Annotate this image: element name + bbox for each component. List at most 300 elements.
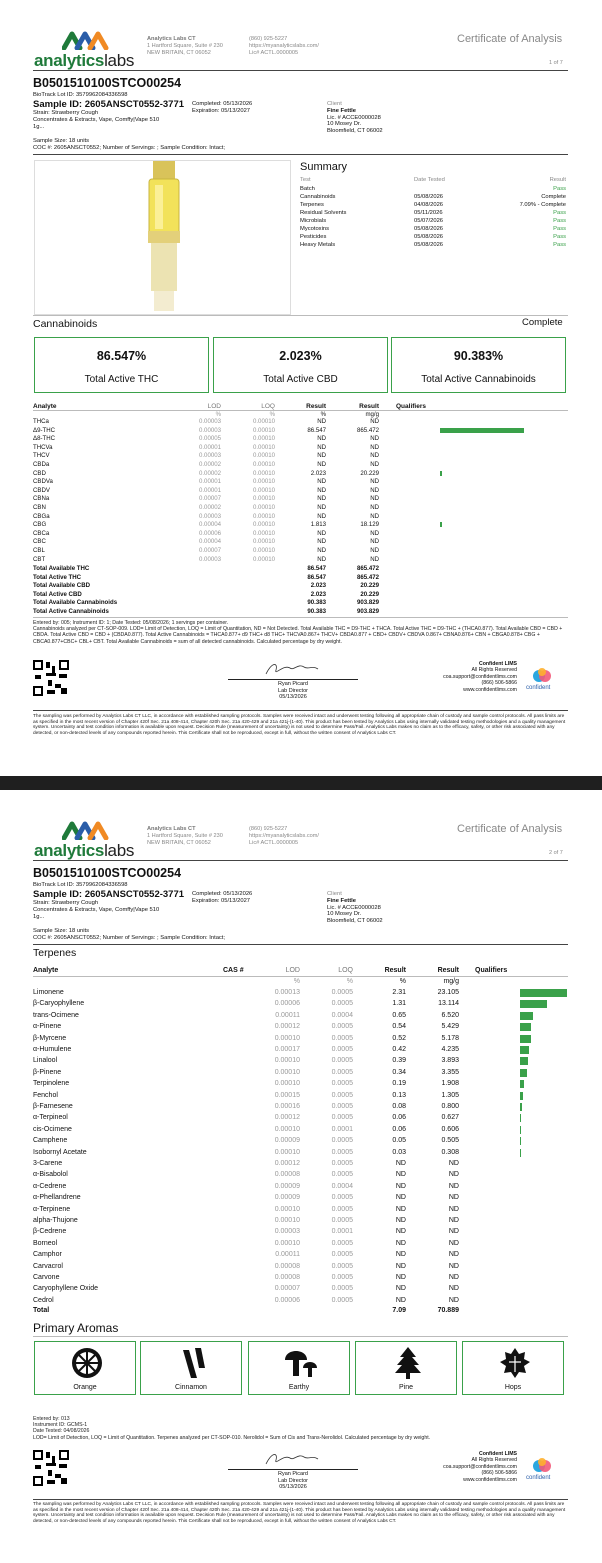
result-percent: 0.13	[392, 1091, 406, 1099]
sample-details: Strain: Strawberry Cough Concentrates & Extracts, Vape, Comffy|Vape 510 1g...	[33, 110, 160, 130]
lod-value: 0.00017	[274, 1046, 300, 1053]
analyte-name: CBT	[33, 555, 46, 563]
lod-value: 0.00013	[274, 989, 300, 996]
table-row	[33, 1227, 568, 1237]
confident-brand: confident	[526, 1475, 551, 1481]
result-mg: ND	[448, 1160, 459, 1167]
table-row	[33, 470, 568, 477]
result-mg: 5.429	[441, 1023, 459, 1031]
batch-id: B0501510100STCO00254	[33, 76, 182, 90]
result-mg: ND	[448, 1274, 459, 1281]
result-percent: 2.023	[310, 469, 326, 477]
table-row	[33, 538, 568, 545]
result-percent: 0.08	[392, 1103, 406, 1110]
lod-value: 0.00009	[274, 1182, 300, 1190]
total-active-thc-box: 86.547% Total Active THC	[34, 337, 209, 393]
result-mg: ND	[370, 495, 379, 503]
analyte-name: CBDV	[33, 486, 50, 494]
result-mg: 20.229	[360, 590, 379, 598]
result-mg: 0.308	[441, 1148, 459, 1156]
divider	[33, 70, 568, 71]
result-percent: 86.547	[307, 565, 326, 572]
summary-date: 05/08/2026	[414, 194, 444, 200]
company-info: Analytics Labs CT 1 Hartford Square, Suite # 230 NEW BRITAIN, CT 06052	[147, 826, 223, 846]
vape-cartridge-image	[35, 161, 292, 316]
lod-value: 0.00006	[198, 529, 221, 537]
table-row	[33, 1068, 568, 1078]
batch-id: B0501510100STCO00254	[33, 866, 182, 880]
summary-test: Residual Solvents	[300, 210, 347, 216]
orange-icon	[69, 1346, 105, 1380]
summary-date: 04/08/2026	[414, 202, 444, 208]
lod-value: 0.00003	[198, 418, 221, 425]
result-percent: ND	[317, 538, 326, 546]
page-number: 1 of 7	[549, 60, 563, 66]
total-row	[33, 608, 568, 615]
result-mg: ND	[370, 461, 379, 468]
result-mg: ND	[370, 486, 379, 494]
result-mg: ND	[448, 1217, 459, 1224]
analyte-name: THCa	[33, 418, 49, 425]
result-percent: ND	[317, 495, 326, 503]
lod-value: 0.00010	[274, 1068, 300, 1076]
table-row	[33, 1102, 568, 1112]
total-name: Total Available Cannabinoids	[33, 599, 118, 607]
result-percent: 0.52	[392, 1034, 406, 1042]
loq-value: 0.00010	[252, 512, 275, 520]
loq-value: 0.0005	[331, 1251, 353, 1259]
aroma-orange: Orange	[34, 1341, 136, 1395]
summary-title: Summary	[300, 161, 348, 173]
summary-header: Test Date Tested Result	[300, 177, 566, 183]
table-row	[33, 513, 568, 520]
analyte-name: CBGa	[33, 512, 50, 520]
lod-value: 0.00009	[274, 1137, 300, 1145]
confident-lims-info: Confident LIMS All Rights Reserved coa.support@confidentlims.com (866) 506-5866 www.confidentlims.com	[443, 1451, 517, 1483]
analyte-name: CBL	[33, 547, 45, 554]
result-percent: 90.383	[307, 608, 326, 615]
qr-code[interactable]	[33, 660, 69, 696]
result-mg: 903.829	[356, 599, 379, 607]
total-name: Total Active THC	[33, 573, 82, 581]
table-row	[33, 1250, 568, 1260]
result-percent: ND	[317, 486, 326, 494]
contact-info: (860) 925-5227 https://myanalyticslabs.com/ Lic# ACTL.0000005	[249, 36, 319, 56]
table-row	[33, 988, 568, 998]
loq-value: 0.0001	[331, 1125, 353, 1133]
sample-dates: Completed: 05/13/2026 Expiration: 05/13/2027	[192, 101, 253, 114]
divider	[33, 154, 568, 155]
analyte-name: alpha-Thujone	[33, 1217, 78, 1224]
table-row	[33, 1239, 568, 1249]
total-active-cannabinoids-box: 90.383% Total Active Cannabinoids	[391, 337, 566, 393]
table-row	[33, 1216, 568, 1226]
loq-value: 0.00010	[252, 469, 275, 477]
result-mg: 18.129	[360, 521, 379, 529]
analyte-name: Caryophyllene Oxide	[33, 1285, 98, 1293]
pine-icon	[390, 1346, 426, 1380]
analyte-name: Terpinolene	[33, 1080, 70, 1088]
lod-value: 0.00008	[274, 1262, 300, 1270]
result-percent: 0.06	[392, 1125, 406, 1133]
analyte-name: β-Myrcene	[33, 1034, 67, 1042]
coa-page-2	[0, 790, 602, 1563]
result-percent: ND	[317, 547, 326, 554]
lod-value: 0.00010	[274, 1217, 300, 1224]
result-mg: 0.627	[441, 1114, 459, 1122]
result-mg: ND	[448, 1239, 459, 1247]
analyte-name: Carvone	[33, 1274, 60, 1281]
result-mg: ND	[370, 529, 379, 537]
cannabinoid-units: % % % mg/g	[215, 411, 379, 418]
result-mg: 3.355	[441, 1068, 459, 1076]
loq-value: 0.0005	[331, 1217, 353, 1224]
loq-value: 0.0005	[331, 1023, 353, 1031]
doc-title: Certificate of Analysis	[457, 33, 563, 45]
result-percent: 0.19	[392, 1080, 406, 1088]
result-percent: ND	[317, 452, 326, 460]
loq-value: 0.0005	[331, 1171, 353, 1179]
result-mg: 23.105	[437, 989, 459, 996]
sample-size: Sample Size: 18 units	[33, 138, 90, 144]
lod-value: 0.00003	[198, 452, 221, 460]
mushroom-icon	[283, 1346, 319, 1380]
result-bar	[520, 1126, 521, 1134]
result-percent: 2.023	[310, 582, 326, 590]
result-mg: 6.520	[441, 1011, 459, 1019]
biotrack-id: BioTrack Lot ID: 3579962084336598	[33, 92, 128, 98]
result-mg: 0.800	[441, 1103, 459, 1110]
disclaimer: The sampling was performed by Analytics Labs CT LLC, in accordance with established sampling protocols. Samples were received intact and underwent testing following all appropriate chain of custody and sample control protocols. All pass limits are as specified in the most recent version of Chapter 420f Sec. 21a 408-414, Chapter 420h Sec. 21a 420-429 and 21a 421j-(1-40). This product has been tested by Analytics Labs using internally validated testing methodologies and a quality management system. Uncertainty and test condition information is available upon request. Decision Rule (measurement of uncertainty) is not used to determine Pass/Fail. Analytics Labs makes no claim as to the efficacy, safety, or other risk associated with any detected, or non-detected levels of any compounds reported herein. This Certificate shall not be reproduced, except in full, without the written consent of Analytics Labs CT.	[33, 1502, 566, 1524]
table-row	[33, 478, 568, 485]
analyte-name: α-Pinene	[33, 1023, 62, 1031]
lod-value: 0.00005	[198, 435, 221, 443]
analyte-name: cis-Ocimene	[33, 1125, 72, 1133]
loq-value: 0.0001	[331, 1228, 353, 1236]
loq-value: 0.00010	[252, 504, 275, 511]
result-bar	[520, 1057, 528, 1065]
analyte-name: CBC	[33, 538, 46, 546]
result-percent: 0.42	[392, 1046, 406, 1053]
table-row	[33, 495, 568, 502]
summary-result: Pass	[553, 210, 566, 216]
table-row	[33, 1113, 568, 1123]
result-bar	[520, 1012, 533, 1020]
loq-value: 0.0005	[331, 1057, 353, 1065]
terpene-table-header: Analyte CAS # LOD LOQ Result Result Qualifiers	[33, 967, 508, 974]
result-mg: ND	[370, 555, 379, 563]
divider	[33, 860, 568, 861]
confident-brand: confident	[526, 685, 551, 691]
terpene-total-row: Total 7.09 70.889	[33, 1307, 459, 1314]
loq-value: 0.0005	[331, 1000, 353, 1008]
summary-test: Mycotoxins	[300, 226, 329, 232]
loq-value: 0.0005	[331, 1274, 353, 1281]
analyte-name: CBNa	[33, 495, 50, 503]
loq-value: 0.0005	[331, 1194, 353, 1202]
total-active-cbd-box: 2.023% Total Active CBD	[213, 337, 388, 393]
result-percent: ND	[395, 1262, 406, 1270]
analyte-name: α-Bisabolol	[33, 1171, 68, 1179]
cannabinoids-title: Cannabinoids	[33, 318, 98, 330]
table-row	[33, 1011, 568, 1021]
result-bar	[520, 1137, 521, 1145]
table-row	[33, 1193, 568, 1203]
divider	[33, 710, 568, 711]
loq-value: 0.0004	[331, 1182, 353, 1190]
loq-value: 0.0005	[331, 1091, 353, 1099]
loq-value: 0.0005	[331, 1296, 353, 1304]
sample-id: Sample ID: 2605ANSCT0552-3771	[33, 99, 185, 110]
summary-date: 05/08/2026	[414, 234, 444, 240]
analyte-name: CBG	[33, 521, 47, 529]
result-mg: ND	[370, 435, 379, 443]
result-mg: ND	[448, 1262, 459, 1270]
total-row	[33, 591, 568, 598]
analyte-name: β-Caryophyllene	[33, 1000, 85, 1008]
result-mg: 1.305	[441, 1091, 459, 1099]
result-percent: 90.383	[307, 599, 326, 607]
result-percent: ND	[317, 478, 326, 486]
analyte-name: CBDVa	[33, 478, 53, 486]
analyte-name: Camphor	[33, 1251, 62, 1259]
loq-value: 0.00010	[252, 461, 275, 468]
summary-test: Pesticides	[300, 234, 327, 240]
table-row	[33, 1284, 568, 1294]
result-percent: ND	[317, 512, 326, 520]
confident-lims-info: Confident LIMS All Rights Reserved coa.support@confidentlims.com (866) 506-5866 www.confidentlims.com	[443, 661, 517, 693]
hops-icon	[497, 1346, 533, 1380]
loq-value: 0.0005	[331, 1103, 353, 1110]
loq-value: 0.00010	[252, 555, 275, 563]
result-percent: ND	[317, 418, 326, 425]
logo-text: analyticslabs	[34, 841, 135, 860]
lod-value: 0.00007	[198, 547, 221, 554]
result-percent: ND	[395, 1194, 406, 1202]
total-name: Total Available THC	[33, 565, 90, 572]
lod-value: 0.00006	[274, 1296, 300, 1304]
result-mg: 4.235	[441, 1046, 459, 1053]
table-row	[33, 1159, 568, 1169]
loq-value: 0.00010	[252, 547, 275, 554]
summary-result: 7.09% - Complete	[519, 202, 566, 208]
result-percent: ND	[317, 435, 326, 443]
result-percent: ND	[395, 1205, 406, 1213]
lod-value: 0.00016	[274, 1103, 300, 1110]
summary-test: Batch	[300, 186, 315, 192]
loq-value: 0.00010	[252, 529, 275, 537]
analyte-name: 3-Carene	[33, 1160, 63, 1167]
result-mg: ND	[448, 1228, 459, 1236]
loq-value: 0.0005	[331, 1262, 353, 1270]
table-row	[33, 487, 568, 494]
result-mg: ND	[370, 418, 379, 425]
summary-row	[300, 234, 566, 241]
result-mg: ND	[370, 478, 379, 486]
result-bar	[520, 1000, 547, 1008]
summary-test: Heavy Metals	[300, 242, 336, 248]
loq-value: 0.00010	[252, 521, 275, 529]
loq-value: 0.0005	[331, 1046, 353, 1053]
result-mg: 1.908	[441, 1080, 459, 1088]
result-mg: ND	[448, 1171, 459, 1179]
lod-value: 0.00004	[198, 521, 221, 529]
result-mg: 865.472	[356, 573, 379, 581]
signature-block: Ryan Picard Lab Director 05/13/2026	[278, 681, 308, 700]
total-row	[33, 565, 568, 572]
lod-value: 0.00008	[274, 1274, 300, 1281]
page-number: 2 of 7	[549, 850, 563, 856]
terpenes-title: Terpenes	[33, 947, 77, 959]
table-row	[33, 999, 568, 1009]
loq-value: 0.00010	[252, 443, 275, 451]
summary-date: 05/07/2026	[414, 218, 444, 224]
cannabinoid-table-header: Analyte LOD LOQ Result Result Qualifiers	[33, 403, 426, 410]
table-row	[33, 1056, 568, 1066]
result-percent: 0.54	[392, 1023, 406, 1031]
analyte-name: THCVa	[33, 443, 53, 451]
result-bar	[440, 428, 524, 433]
analyte-name: Fenchol	[33, 1091, 58, 1099]
aroma-hops: Hops	[462, 1341, 564, 1395]
lod-value: 0.00002	[198, 461, 221, 468]
loq-value: 0.0004	[331, 1011, 353, 1019]
analyte-name: α-Cedrene	[33, 1182, 67, 1190]
lod-value: 0.00003	[198, 555, 221, 563]
sample-size: Sample Size: 18 units	[33, 928, 90, 934]
qr-code[interactable]	[33, 1450, 69, 1486]
lod-value: 0.00008	[274, 1171, 300, 1179]
lod-value: 0.00010	[274, 1205, 300, 1213]
aroma-earthy: Earthy	[248, 1341, 350, 1395]
analyte-name: Cedrol	[33, 1296, 54, 1304]
summary-row	[300, 194, 566, 201]
loq-value: 0.0005	[331, 1285, 353, 1293]
result-bar	[520, 1035, 531, 1043]
result-percent: 86.547	[307, 426, 326, 434]
total-name: Total Active Cannabinoids	[33, 608, 109, 615]
loq-value: 0.00010	[252, 495, 275, 503]
terpene-units: % % % mg/g	[293, 978, 459, 985]
table-row	[33, 452, 568, 459]
coa-page-1	[0, 0, 602, 776]
result-mg: ND	[448, 1182, 459, 1190]
analyte-name: Δ8-THC	[33, 435, 56, 443]
result-mg: 865.472	[356, 565, 379, 572]
result-mg: 0.505	[441, 1137, 459, 1145]
result-percent: 1.813	[310, 521, 326, 529]
result-mg: ND	[370, 452, 379, 460]
analyte-name: Camphene	[33, 1137, 68, 1145]
loq-value: 0.0005	[331, 1239, 353, 1247]
lod-value: 0.00001	[198, 478, 221, 486]
table-row	[33, 461, 568, 468]
disclaimer: The sampling was performed by Analytics Labs CT LLC, in accordance with established sampling protocols. Samples were received intact and underwent testing following all appropriate chain of custody and sample control protocols. All pass limits are as specified in the most recent version of Chapter 420f Sec. 21a 408-414, Chapter 420h Sec. 21a 420-429 and 21a 421j-(1-40). This product has been tested by Analytics Labs using internally validated testing methodologies and a quality management system. Uncertainty and test condition information is available upon request. Decision Rule (measurement of uncertainty) is not used to determine Pass/Fail. Analytics Labs makes no claim as to the efficacy, safety, or other risk associated with any detected, or non-detected levels of any compounds reported herein. This Certificate shall not be reproduced, except in full, without the written consent of Analytics Labs CT.	[33, 714, 566, 736]
lod-value: 0.00006	[274, 1000, 300, 1008]
analyte-name: Linalool	[33, 1057, 58, 1065]
analyte-name: α-Phellandrene	[33, 1194, 81, 1202]
result-percent: ND	[395, 1228, 406, 1236]
total-row	[33, 574, 568, 581]
summary-row	[300, 210, 566, 217]
terpene-notes: Entered by: 013 Instrument ID: GCMS-1 Date Tested: 04/08/2026 LOD= Limit of Detection, LOQ = Limit of Quantitation. Terpenes analyzed per CT-SOP-010. Nerolidol = Sum of Cis and Trans-Nerolidol. Calculated percentage by dry weight.	[33, 1416, 431, 1441]
table-row	[33, 1262, 568, 1272]
analyte-name: Isobornyl Acetate	[33, 1148, 87, 1156]
table-row	[33, 1170, 568, 1180]
analyte-name: Δ9-THC	[33, 426, 56, 434]
result-bar	[520, 1103, 522, 1111]
lod-value: 0.00010	[274, 1125, 300, 1133]
analyte-name: Carvacrol	[33, 1262, 63, 1270]
analyte-name: Borneol	[33, 1239, 58, 1247]
aroma-cinnamon: Cinnamon	[140, 1341, 242, 1395]
lod-value: 0.00010	[274, 1080, 300, 1088]
lod-value: 0.00002	[198, 469, 221, 477]
loq-value: 0.0005	[331, 1114, 353, 1122]
table-row	[33, 504, 568, 511]
loq-value: 0.00010	[252, 486, 275, 494]
analyte-name: CBCa	[33, 529, 50, 537]
lod-value: 0.00010	[274, 1148, 300, 1156]
lod-value: 0.00007	[274, 1285, 300, 1293]
table-row	[33, 1296, 568, 1306]
sample-id: Sample ID: 2605ANSCT0552-3771	[33, 889, 185, 900]
loq-value: 0.00010	[252, 435, 275, 443]
summary-row	[300, 218, 566, 225]
lod-value: 0.00010	[274, 1057, 300, 1065]
result-percent: 1.31	[392, 1000, 406, 1008]
loq-value: 0.00010	[252, 538, 275, 546]
lod-value: 0.00010	[274, 1239, 300, 1247]
result-mg: ND	[448, 1194, 459, 1202]
summary-row	[300, 202, 566, 209]
total-name: Total Available CBD	[33, 582, 90, 590]
table-row	[33, 418, 568, 425]
result-mg: 20.229	[360, 469, 379, 477]
table-row	[33, 521, 568, 528]
result-mg: 903.829	[356, 608, 379, 615]
loq-value: 0.00010	[252, 418, 275, 425]
analyte-name: CBD	[33, 469, 46, 477]
table-row	[33, 1136, 568, 1146]
signature-block: Ryan Picard Lab Director 05/13/2026	[278, 1471, 308, 1490]
result-mg: 0.606	[441, 1125, 459, 1133]
result-mg: ND	[448, 1205, 459, 1213]
loq-value: 0.0005	[331, 1160, 353, 1167]
result-percent: ND	[395, 1182, 406, 1190]
analyte-name: α-Terpineol	[33, 1114, 68, 1122]
summary-result: Pass	[553, 218, 566, 224]
analyte-name: THCV	[33, 452, 50, 460]
result-percent: ND	[395, 1296, 406, 1304]
logo-text: analyticslabs	[34, 51, 135, 70]
sample-details: Strain: Strawberry Cough Concentrates & Extracts, Vape, Comffy|Vape 510 1g...	[33, 900, 160, 920]
summary-test: Terpenes	[300, 202, 324, 208]
summary-result: Pass	[553, 226, 566, 232]
result-mg: 5.178	[441, 1034, 459, 1042]
lod-value: 0.00003	[198, 426, 221, 434]
lod-value: 0.00001	[198, 443, 221, 451]
table-row	[33, 530, 568, 537]
loq-value: 0.00010	[252, 426, 275, 434]
lod-value: 0.00009	[274, 1194, 300, 1202]
summary-row	[300, 186, 566, 193]
result-bar	[520, 1046, 529, 1054]
result-mg: 3.893	[441, 1057, 459, 1065]
loq-value: 0.0005	[331, 1148, 353, 1156]
loq-value: 0.0005	[331, 1137, 353, 1145]
signature-line	[228, 679, 358, 680]
